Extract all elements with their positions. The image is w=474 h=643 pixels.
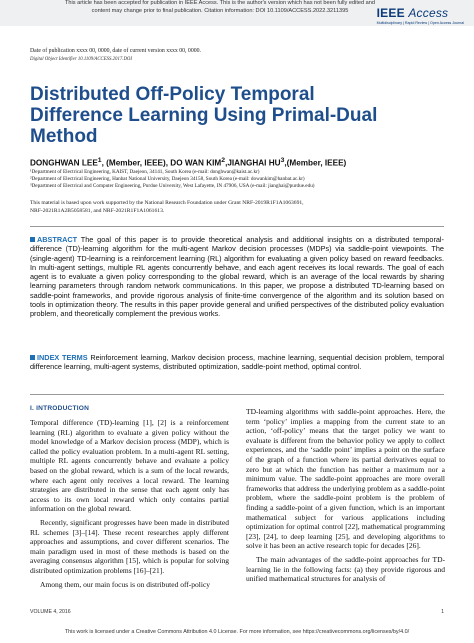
acceptance-note [60, 0, 380, 15]
author-3-role: ,(Member, IEEE) [284, 158, 347, 168]
section-heading: I. INTRODUCTION [30, 405, 90, 412]
logo-wordmark [377, 6, 464, 20]
author-2: , (Member, IEEE), DO WAN KIM [101, 158, 222, 168]
divider [30, 394, 444, 395]
acceptance-note-line1: This article has been accepted for publication in IEEE Access. This is the author's version which has not been fully edited and [64, 0, 376, 6]
divider [30, 226, 444, 227]
left-column [30, 418, 229, 593]
affiliation-1: ¹Department of Electrical Engineering, KAIST, Daejeon, 34141, South Korea (e-mail: donghwan@kaist.ac.kr) [30, 169, 260, 175]
title-line3: Method [30, 126, 98, 147]
paragraph: Recently, significant progresses have been made in distributed RL schemes [3]–[14]. These recent researches apply different approaches and assumptions, and cover different scenarios. The main paradigm used in most of these methods is based on the averaging consensus algorithm [15], which is popular for solving distributed optimization problems [16]–[21]. [30, 517, 229, 575]
funding-line2: NRF-2021R1A2B5058581, and NRF-2021R1F1A1061613. [30, 208, 165, 214]
funding-note [30, 199, 440, 215]
logo-tagline: Multidisciplinary | Rapid Review | Open Access Journal [376, 21, 464, 25]
abstract-body: The goal of this paper is to provide theoretical analysis and additional insights on a distributed temporal-difference (TD)-learning algorithm for the multi-agent Markov decision processes (MDPs) via saddle-point viewpoints. The (single-agent) TD-learning is a reinforcement learning (RL) algorithm for evaluating a given policy based on reward feedbacks. In multi-agent settings, multiple RL agents concurrently behave, and each agent receives its local rewards. The goal of each agent is to evaluate a given policy corresponding to the global reward, which is an average of the local rewards by sharing learning parameters through random network communications. In this paper, we propose a distributed TD-learning based on saddle-point frameworks, and provide rigorous analysis of finite-time convergence of the algorithm and its solution based on tools in optimization theory. The results in this paper provide general and unified perspectives of the distributed policy evaluation problem, and theoretically complement the previous works. [30, 235, 444, 319]
affiliation-2: ²Department of Electrical Engineering, Hanbat National University, Daejeon 34158, South Korea (e-mail: dowankim@hanbat.ac.kr) [30, 176, 305, 182]
title-line2: Difference Learning Using Primal-Dual [30, 105, 378, 126]
index-terms [30, 353, 444, 372]
logo-ieee: IEEE [376, 6, 405, 20]
abstract-heading: ABSTRACT [37, 235, 78, 244]
doi-line: Digital Object Identifier 10.1109/ACCESS.2017.DOI [30, 57, 132, 62]
affiliation-3: ³Department of Electrical and Computer Engineering, Purdue University, West Lafayette, IN 47906, USA (e-mail: jianghai@purdue.edu) [30, 183, 315, 189]
paragraph: Among them, our main focus is on distributed off-policy [40, 579, 211, 589]
page-number: 1 [441, 609, 444, 615]
logo-access: Access [408, 6, 449, 20]
abstract [30, 235, 444, 319]
paragraph: The main advantages of the saddle-point approaches for TD-learning lie in the following facts: (a) they provide rigorous and unified mathematical structures for analysis of [246, 554, 445, 584]
license-note: This work is licensed under a Creative Commons Attribution 4.0 License. For more information, see https://creativecommons.org/licenses/by/4.0/ [64, 629, 410, 635]
abstract-marker [30, 237, 35, 242]
volume-label: VOLUME 4, 2016 [30, 609, 71, 615]
index-terms-heading: INDEX TERMS [37, 353, 88, 362]
author-1-sup: 1 [97, 157, 102, 164]
author-3-sup: 3 [280, 157, 285, 164]
index-terms-marker [30, 355, 35, 360]
paper-title [30, 84, 430, 147]
right-column [246, 407, 445, 588]
author-3: ,JIANGHAI HU [225, 158, 281, 168]
index-terms-body: Reinforcement learning, Markov decision process, machine learning, sequential decision problem, temporal difference learning, multi-agent systems, distributed optimization, saddle-point method, optimal control. [30, 353, 444, 372]
author-2-sup: 2 [221, 157, 226, 164]
author-1: DONGHWAN LEE [30, 158, 98, 168]
paragraph: Temporal difference (TD)-learning [1], [2] is a reinforcement learning (RL) algorithm to evaluate a given policy without the model knowledge of a Markov decision process (MDP), which is called the policy evaluation problem. In a multi-agent RL setting, multiple RL agents concurrently behave and evaluate a policy based on the global reward, which is a sum of the local rewards, where each agent only receives a local reward. The learning strategies are distributed in the sense that each agent only has access to its own local reward which only contains partial information on the global reward. [30, 418, 229, 514]
ieee-access-logo [377, 6, 464, 25]
funding-line1: This material is based upon work supported by the National Research Foundation under Grant NRF-2019R1F1A1063691, [30, 200, 304, 206]
author-list [30, 157, 450, 168]
acceptance-note-line2: content may change prior to final publication. Citation information: DOI 10.1109/ACCESS.2022.3211395 [91, 7, 349, 14]
publication-date: Date of publication xxxx 00, 0000, date of current version xxxx 00, 0000. [30, 48, 201, 54]
title-line1: Distributed Off-Policy Temporal [30, 84, 315, 105]
paragraph: TD-learning algorithms with saddle-point approaches. Here, the term ‘policy’ implies a mapping from the current state to an action, ‘off-policy’ means that the target policy we want to evaluate is different from the behavior policy we apply to collect experiences, and the ‘saddle point’ implies a point on the surface of the graph of a function where its partial derivatives equal to zero but at which the function has neither a maximum nor a minimum value. The saddle-point approaches are more overall frameworks that address the underlying problem as a saddle-point problem, where the saddle-point problem is the problem of finding a saddle-point of a given function, which is an important mathematical subject for various applications including optimization for optimal control [22], mathematical programming [23], [24], to deep learning [25], and developing algorithms to solve it has been an active research topic for decades [26]. [246, 407, 445, 551]
